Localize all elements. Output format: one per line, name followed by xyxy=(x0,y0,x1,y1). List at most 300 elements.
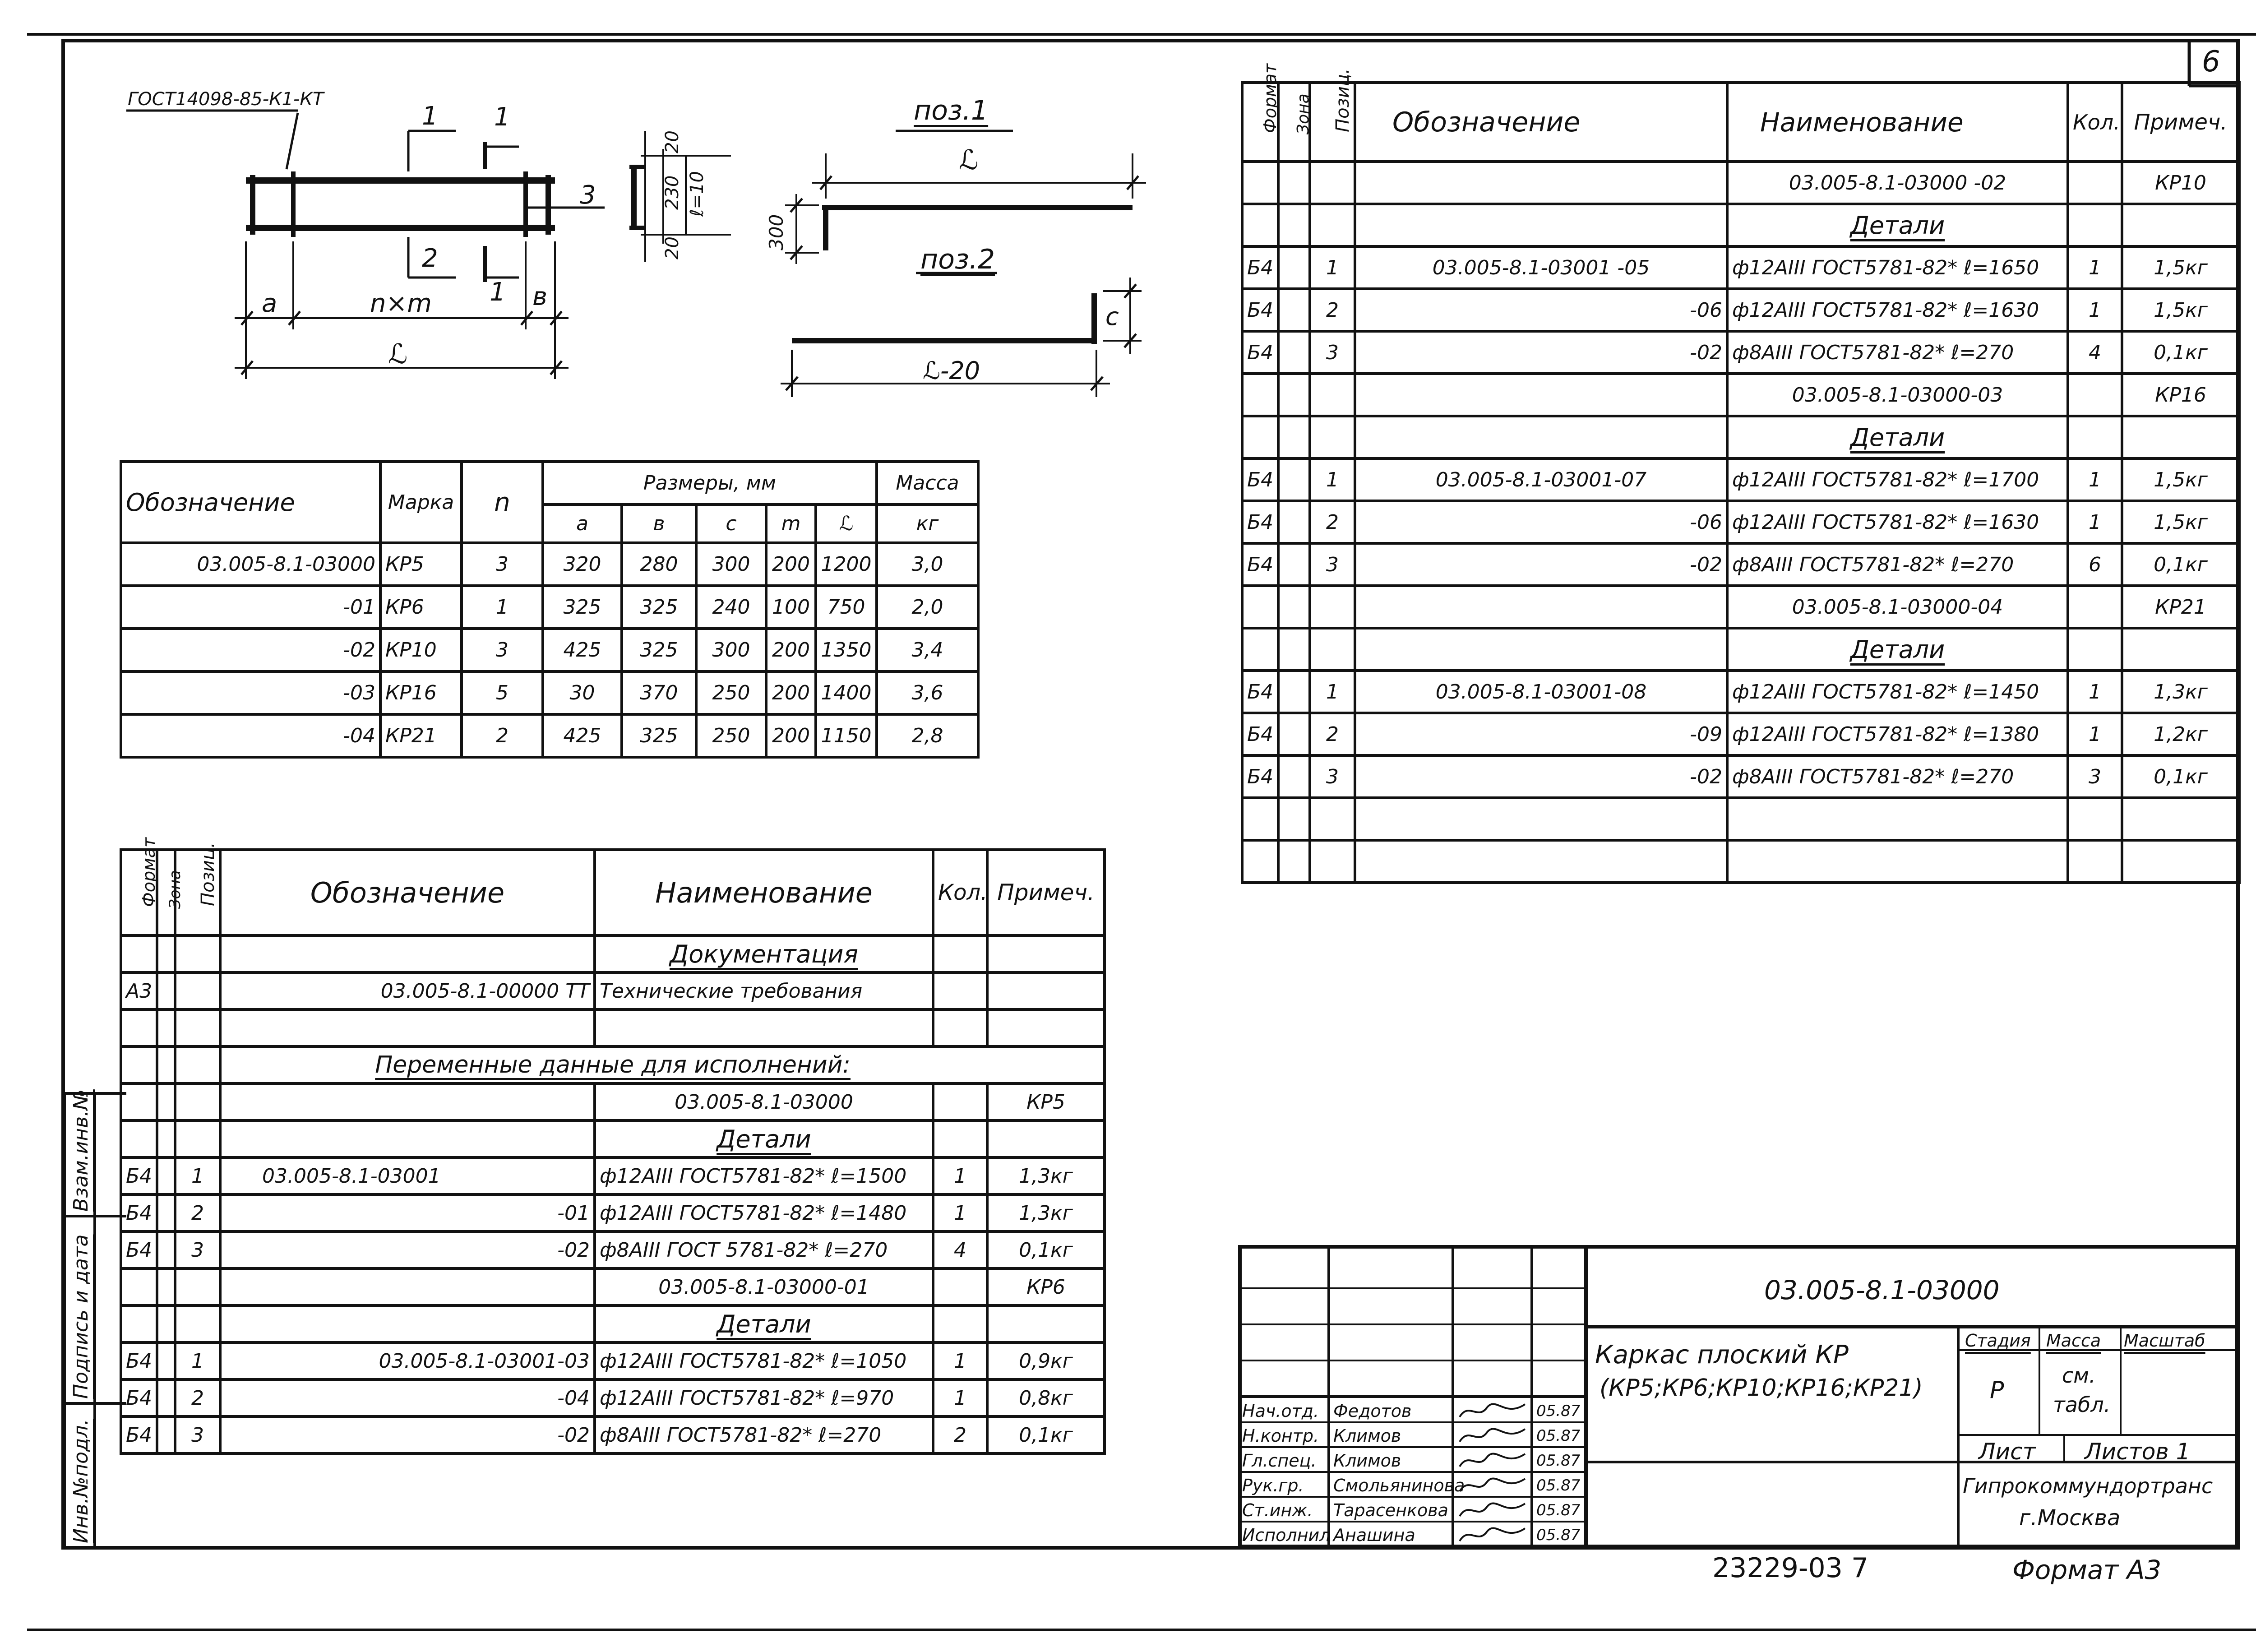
cell-quantity xyxy=(933,972,987,1009)
cell-position: 2 xyxy=(175,1379,220,1416)
cell-designation: -02 xyxy=(1355,543,1727,586)
cell-designation xyxy=(1355,204,1727,246)
cell-designation: 03.005-8.1-03001-07 xyxy=(1355,458,1727,501)
cell-designation: -02 xyxy=(1355,755,1727,798)
cell-c: 300 xyxy=(696,629,766,671)
cell-quantity: 6 xyxy=(2068,543,2122,586)
cell-quantity xyxy=(2068,840,2122,883)
cell-position: 3 xyxy=(1310,543,1355,586)
cell-m: 200 xyxy=(766,543,816,586)
signature-icon xyxy=(1457,1425,1530,1447)
cell-zone xyxy=(1278,374,1310,416)
cell-format: Б4 xyxy=(1242,713,1278,755)
cell-zone xyxy=(1278,501,1310,543)
cell-format: Б4 xyxy=(121,1342,157,1379)
cell-m: 100 xyxy=(766,586,816,629)
cell-note: 0,1кг xyxy=(2122,755,2239,798)
cell-position xyxy=(1310,162,1355,204)
cell-name: ф8АIII ГОСТ5781-82* ℓ=270 xyxy=(595,1416,933,1453)
spec-row xyxy=(121,1009,1105,1046)
spec-row xyxy=(1242,458,2239,501)
signature-role: Исполнил xyxy=(1242,1525,1331,1545)
title-line-2: (КР5;КР6;КР10;КР16;КР21) xyxy=(1600,1374,1923,1402)
cell-zone xyxy=(1278,671,1310,713)
cell-note: 0,1кг xyxy=(987,1231,1105,1268)
col-header-designation: Обозначение xyxy=(220,850,595,935)
cell-name: 03.005-8.1-03000-01 xyxy=(595,1268,933,1305)
title-line-1: Каркас плоский КР xyxy=(1595,1340,1849,1370)
rod-callout: 3 xyxy=(580,180,596,210)
cell-b: 325 xyxy=(622,586,696,629)
col-header-zone: Зона xyxy=(1278,83,1310,162)
cell-zone xyxy=(157,1083,175,1120)
cell-note xyxy=(987,1305,1105,1342)
cell-zone xyxy=(1278,755,1310,798)
spec-row xyxy=(121,1120,1105,1157)
cell-format xyxy=(1242,840,1278,883)
cell-position: 1 xyxy=(1310,671,1355,713)
cell-b: 280 xyxy=(622,543,696,586)
cell-format xyxy=(121,935,157,972)
spec-row xyxy=(1242,204,2239,246)
cell-c: 250 xyxy=(696,671,766,714)
col-header-m: m xyxy=(766,504,816,543)
table-row xyxy=(121,714,978,757)
section-heading: Детали xyxy=(595,1305,933,1342)
cell-n: 2 xyxy=(462,714,543,757)
cell-designation: -02 xyxy=(1355,331,1727,374)
cell-a: 325 xyxy=(543,586,622,629)
cell-designation xyxy=(220,1305,595,1342)
signature-date-label: Подпись и дата xyxy=(69,1234,92,1399)
cell-format xyxy=(1242,628,1278,671)
cell-format: Б4 xyxy=(1242,543,1278,586)
cell-note xyxy=(2122,798,2239,840)
col-header-designation: Обозначение xyxy=(121,462,380,543)
cell-position xyxy=(175,1009,220,1046)
cell-position: 3 xyxy=(175,1231,220,1268)
col-header-name: Наименование xyxy=(595,850,933,935)
pos1-title: поз.1 xyxy=(914,95,989,126)
document-code: 03.005-8.1-03000 xyxy=(1764,1275,2000,1305)
cell-note xyxy=(2122,628,2239,671)
cell-name xyxy=(1727,798,2068,840)
cell-designation: -01 xyxy=(121,586,380,629)
stage-value: Р xyxy=(1990,1377,2004,1404)
cell-designation: 03.005-8.1-00000 ТТ xyxy=(220,972,595,1009)
cell-note xyxy=(987,972,1105,1009)
cell-position xyxy=(1310,586,1355,628)
section-dim-230: 230 xyxy=(662,175,683,210)
weld-reference: ГОСТ14098-85-К1-КТ xyxy=(128,89,324,110)
cell-c: 240 xyxy=(696,586,766,629)
cell-format xyxy=(1242,204,1278,246)
cell-zone xyxy=(1278,331,1310,374)
cell-note: КР21 xyxy=(2122,586,2239,628)
cell-note: 1,2кг xyxy=(2122,713,2239,755)
cell-n: 5 xyxy=(462,671,543,714)
cell-format: А3 xyxy=(121,972,157,1009)
spec-row xyxy=(121,1268,1105,1305)
cell-designation: -06 xyxy=(1355,501,1727,543)
cell-format: Б4 xyxy=(1242,289,1278,331)
cell-n: 3 xyxy=(462,543,543,586)
inventory-original-label: Инв.№подл. xyxy=(69,1419,92,1543)
cell-designation xyxy=(1355,798,1727,840)
cell-format xyxy=(121,1120,157,1157)
pos2-title: поз.2 xyxy=(920,244,995,275)
spec-row xyxy=(121,1083,1105,1120)
cell-mark: КР6 xyxy=(380,586,462,629)
cell-name: ф12АIII ГОСТ5781-82* ℓ=1050 xyxy=(595,1342,933,1379)
cell-note xyxy=(2122,204,2239,246)
cell-quantity xyxy=(2068,798,2122,840)
table-row xyxy=(121,629,978,671)
dim-L: ℒ xyxy=(388,338,408,370)
cell-format xyxy=(121,1083,157,1120)
cell-position: 1 xyxy=(175,1157,220,1194)
section-heading: Документация xyxy=(595,935,933,972)
cell-position: 2 xyxy=(1310,501,1355,543)
col-header-b: в xyxy=(622,504,696,543)
spec-row xyxy=(1242,289,2239,331)
col-header-pos: Позиц. xyxy=(1310,83,1355,162)
cell-position xyxy=(1310,204,1355,246)
cell-name: ф12АIII ГОСТ5781-82* ℓ=1700 xyxy=(1727,458,2068,501)
cell-quantity xyxy=(933,1009,987,1046)
organization-city: г.Москва xyxy=(2019,1505,2121,1531)
cell-note: КР5 xyxy=(987,1083,1105,1120)
cell-position: 1 xyxy=(1310,246,1355,289)
left-stamp-strip xyxy=(63,1089,126,1548)
cell-quantity xyxy=(2068,416,2122,458)
cell-L: 1150 xyxy=(816,714,877,757)
signature-icon xyxy=(1457,1524,1530,1546)
table-row xyxy=(121,671,978,714)
spec-row xyxy=(121,1194,1105,1231)
cell-quantity xyxy=(2068,204,2122,246)
cell-position: 2 xyxy=(1310,713,1355,755)
specification-table-left xyxy=(120,837,1106,1455)
cell-designation xyxy=(1355,586,1727,628)
pos1-dim-300: 300 xyxy=(765,214,787,250)
cell-name: ф8АIII ГОСТ5781-82* ℓ=270 xyxy=(1727,755,2068,798)
cell-zone xyxy=(157,1157,175,1194)
table-row xyxy=(121,543,978,586)
cell-m: 200 xyxy=(766,629,816,671)
spec-row xyxy=(121,935,1105,972)
cell-b: 325 xyxy=(622,629,696,671)
sheet-label: Лист xyxy=(1979,1439,2036,1465)
section-dim-20: 20 xyxy=(662,130,683,153)
cell-name: ф12АIII ГОСТ5781-82* ℓ=1630 xyxy=(1727,501,2068,543)
col-header-zone: Зона xyxy=(157,850,175,935)
cell-zone xyxy=(157,1342,175,1379)
cell-position xyxy=(1310,416,1355,458)
cell-quantity xyxy=(2068,162,2122,204)
cell-mass: 3,4 xyxy=(877,629,978,671)
cell-zone xyxy=(1278,628,1310,671)
cell-zone xyxy=(157,1305,175,1342)
mass-value: см. xyxy=(2062,1363,2096,1388)
organization-name: Гипрокоммундортранс xyxy=(1963,1474,2213,1498)
cell-note: 0,8кг xyxy=(987,1379,1105,1416)
cell-position xyxy=(1310,840,1355,883)
signature-icon xyxy=(1457,1499,1530,1522)
cell-name: ф12АIII ГОСТ5781-82* ℓ=1450 xyxy=(1727,671,2068,713)
section-heading: Детали xyxy=(1727,204,2068,246)
cell-position: 3 xyxy=(1310,331,1355,374)
spec-row xyxy=(1242,628,2239,671)
cell-zone xyxy=(157,1120,175,1157)
cell-designation: -02 xyxy=(121,629,380,671)
cell-position xyxy=(175,935,220,972)
cell-name: ф8АIII ГОСТ 5781-82* ℓ=270 xyxy=(595,1231,933,1268)
cell-note: 1,5кг xyxy=(2122,289,2239,331)
cell-note: 0,1кг xyxy=(2122,543,2239,586)
cell-quantity: 1 xyxy=(2068,671,2122,713)
cell-quantity: 1 xyxy=(933,1157,987,1194)
cell-zone xyxy=(1278,543,1310,586)
cell-note xyxy=(987,935,1105,972)
specification-table-right xyxy=(1241,63,2241,884)
cell-note: 0,1кг xyxy=(987,1416,1105,1453)
cell-position: 1 xyxy=(1310,458,1355,501)
mass-label: Масса xyxy=(2046,1331,2101,1351)
replacement-inventory-label: Взам.инв.№ xyxy=(69,1089,92,1212)
sheets-count-label: Листов 1 xyxy=(2085,1439,2191,1465)
spec-row xyxy=(1242,501,2239,543)
cell-quantity: 2 xyxy=(933,1416,987,1453)
cell-position: 2 xyxy=(1310,289,1355,331)
cell-note xyxy=(987,1009,1105,1046)
cell-designation xyxy=(220,1083,595,1120)
cell-designation: 03.005-8.1-03001-08 xyxy=(1355,671,1727,713)
spec-row xyxy=(121,1157,1105,1194)
cell-format xyxy=(1242,586,1278,628)
cell-name: ф12АIII ГОСТ5781-82* ℓ=1500 xyxy=(595,1157,933,1194)
cell-designation xyxy=(1355,374,1727,416)
cell-quantity: 1 xyxy=(2068,246,2122,289)
cell-note: 1,3кг xyxy=(987,1157,1105,1194)
col-header-designation: Обозначение xyxy=(1355,83,1727,162)
signature-name: Климов xyxy=(1333,1426,1401,1446)
signature-role: Нач.отд. xyxy=(1242,1401,1319,1421)
signature-role: Рук.гр. xyxy=(1242,1476,1304,1495)
cell-note: 1,5кг xyxy=(2122,458,2239,501)
cell-position xyxy=(175,1046,220,1083)
signature-date: 05.87 xyxy=(1536,1501,1581,1519)
cell-format xyxy=(121,1268,157,1305)
cell-position: 2 xyxy=(175,1194,220,1231)
pos2-dim-L: ℒ-20 xyxy=(923,356,980,385)
cell-format xyxy=(121,1305,157,1342)
cell-name: ф12АIII ГОСТ5781-82* ℓ=1380 xyxy=(1727,713,2068,755)
cell-m: 200 xyxy=(766,714,816,757)
dim-a: a xyxy=(262,289,277,318)
cell-note: 0,1кг xyxy=(2122,331,2239,374)
cell-note: КР10 xyxy=(2122,162,2239,204)
cell-mass: 2,0 xyxy=(877,586,978,629)
cell-a: 30 xyxy=(543,671,622,714)
cell-note: КР6 xyxy=(987,1268,1105,1305)
cell-a: 320 xyxy=(543,543,622,586)
cell-designation: -04 xyxy=(121,714,380,757)
cell-n: 1 xyxy=(462,586,543,629)
cell-designation: -09 xyxy=(1355,713,1727,755)
signature-role: Ст.инж. xyxy=(1242,1500,1313,1520)
cell-format: Б4 xyxy=(121,1194,157,1231)
cell-position xyxy=(175,972,220,1009)
cell-zone xyxy=(157,1231,175,1268)
spec-row xyxy=(121,972,1105,1009)
spec-row xyxy=(121,1416,1105,1453)
pos2-callout: 2 xyxy=(422,244,438,273)
signature-icon xyxy=(1457,1449,1530,1472)
col-header-n: n xyxy=(462,462,543,543)
cell-position: 3 xyxy=(1310,755,1355,798)
cell-quantity xyxy=(2068,374,2122,416)
title-block xyxy=(1239,1245,2238,1548)
cell-quantity: 1 xyxy=(2068,501,2122,543)
signature-role: Гл.спец. xyxy=(1242,1451,1317,1471)
cell-designation xyxy=(220,1120,595,1157)
cell-name xyxy=(595,1009,933,1046)
cell-note xyxy=(987,1120,1105,1157)
cell-zone xyxy=(157,1416,175,1453)
cell-format xyxy=(121,1009,157,1046)
cell-format: Б4 xyxy=(1242,458,1278,501)
scale-label: Масштаб xyxy=(2124,1331,2205,1351)
cell-quantity xyxy=(933,935,987,972)
cell-position xyxy=(1310,374,1355,416)
dim-nxm: n×m xyxy=(370,289,432,318)
stage-label: Стадия xyxy=(1965,1331,2031,1351)
cell-designation xyxy=(1355,162,1727,204)
cell-note: 1,5кг xyxy=(2122,501,2239,543)
cell-quantity xyxy=(933,1268,987,1305)
pos1-dim-L: ℒ xyxy=(959,144,979,176)
cell-position: 3 xyxy=(175,1416,220,1453)
signature-role: Н.контр. xyxy=(1242,1426,1319,1446)
section-heading: Детали xyxy=(1727,416,2068,458)
cell-mark: КР21 xyxy=(380,714,462,757)
cell-quantity: 1 xyxy=(2068,713,2122,755)
spec-row xyxy=(1242,713,2239,755)
cell-designation: -04 xyxy=(220,1379,595,1416)
cell-name: 03.005-8.1-03000 xyxy=(595,1083,933,1120)
section-dim-e: ℓ=10 xyxy=(687,171,707,217)
cell-format xyxy=(1242,162,1278,204)
col-header-name: Наименование xyxy=(1727,83,2068,162)
cell-L: 1350 xyxy=(816,629,877,671)
sheet-number: 6 xyxy=(2202,45,2220,79)
cell-mass: 3,0 xyxy=(877,543,978,586)
cell-name: 03.005-8.1-03000-03 xyxy=(1727,374,2068,416)
col-header-qty: Кол. xyxy=(2068,83,2122,162)
cell-format: Б4 xyxy=(1242,671,1278,713)
cell-zone xyxy=(1278,713,1310,755)
section-dim-20-bottom: 20 xyxy=(662,236,683,259)
cell-name: ф12АIII ГОСТ5781-82* ℓ=1630 xyxy=(1727,289,2068,331)
signature-date: 05.87 xyxy=(1536,1402,1581,1420)
spec-row xyxy=(1242,331,2239,374)
spec-row xyxy=(1242,840,2239,883)
cell-quantity xyxy=(933,1305,987,1342)
cell-b: 325 xyxy=(622,714,696,757)
cell-designation xyxy=(1355,628,1727,671)
cell-quantity xyxy=(933,1120,987,1157)
cell-L: 1200 xyxy=(816,543,877,586)
spec-row xyxy=(121,1305,1105,1342)
cell-format: Б4 xyxy=(1242,755,1278,798)
cell-name: ф12АIII ГОСТ5781-82* ℓ=1480 xyxy=(595,1194,933,1231)
cell-format xyxy=(121,1046,157,1083)
cell-quantity: 1 xyxy=(933,1342,987,1379)
cell-format xyxy=(1242,416,1278,458)
signature-name: Федотов xyxy=(1333,1401,1412,1421)
cell-quantity xyxy=(2068,586,2122,628)
col-header-sizes: Размеры, мм xyxy=(543,462,877,504)
cell-note: 0,9кг xyxy=(987,1342,1105,1379)
cell-designation: -03 xyxy=(121,671,380,714)
cell-mark: КР5 xyxy=(380,543,462,586)
cell-note: КР16 xyxy=(2122,374,2239,416)
col-header-qty: Кол. xyxy=(933,850,987,935)
cell-quantity: 1 xyxy=(933,1379,987,1416)
cell-quantity: 1 xyxy=(933,1194,987,1231)
cell-name: 03.005-8.1-03000 -02 xyxy=(1727,162,2068,204)
cell-format: Б4 xyxy=(1242,501,1278,543)
cell-zone xyxy=(1278,798,1310,840)
variable-data-heading xyxy=(220,1046,1105,1083)
cell-zone xyxy=(157,1194,175,1231)
cell-name: 03.005-8.1-03000-04 xyxy=(1727,586,2068,628)
cell-format: Б4 xyxy=(1242,246,1278,289)
cell-name: ф12АIII ГОСТ5781-82* ℓ=1650 xyxy=(1727,246,2068,289)
cell-designation xyxy=(1355,416,1727,458)
signature-date: 05.87 xyxy=(1536,1476,1581,1495)
cell-quantity: 1 xyxy=(2068,458,2122,501)
cell-quantity xyxy=(933,1083,987,1120)
cell-mass: 2,8 xyxy=(877,714,978,757)
col-header-mark: Марка xyxy=(380,462,462,543)
spec-row xyxy=(1242,246,2239,289)
signature-icon xyxy=(1457,1474,1530,1497)
variable-data-text: Переменные данные для исполнений: xyxy=(375,1051,851,1078)
spec-row xyxy=(1242,755,2239,798)
cell-designation xyxy=(220,1268,595,1305)
cell-c: 300 xyxy=(696,543,766,586)
cell-mass: 3,6 xyxy=(877,671,978,714)
cell-format: Б4 xyxy=(121,1416,157,1453)
signature-date: 05.87 xyxy=(1536,1526,1581,1544)
spec-row xyxy=(1242,374,2239,416)
cell-note xyxy=(2122,416,2239,458)
cell-designation: -02 xyxy=(220,1416,595,1453)
cell-designation xyxy=(220,1009,595,1046)
cell-format xyxy=(1242,374,1278,416)
spec-row xyxy=(121,1379,1105,1416)
cell-designation: 03.005-8.1-03001 -05 xyxy=(1355,246,1727,289)
col-header-pos: Позиц. xyxy=(175,850,220,935)
signature-name: Анашина xyxy=(1333,1525,1415,1545)
col-header-format: Формат xyxy=(1242,83,1278,162)
cell-zone xyxy=(1278,246,1310,289)
cell-L: 750 xyxy=(816,586,877,629)
cell-zone xyxy=(157,972,175,1009)
cell-zone xyxy=(157,1046,175,1083)
